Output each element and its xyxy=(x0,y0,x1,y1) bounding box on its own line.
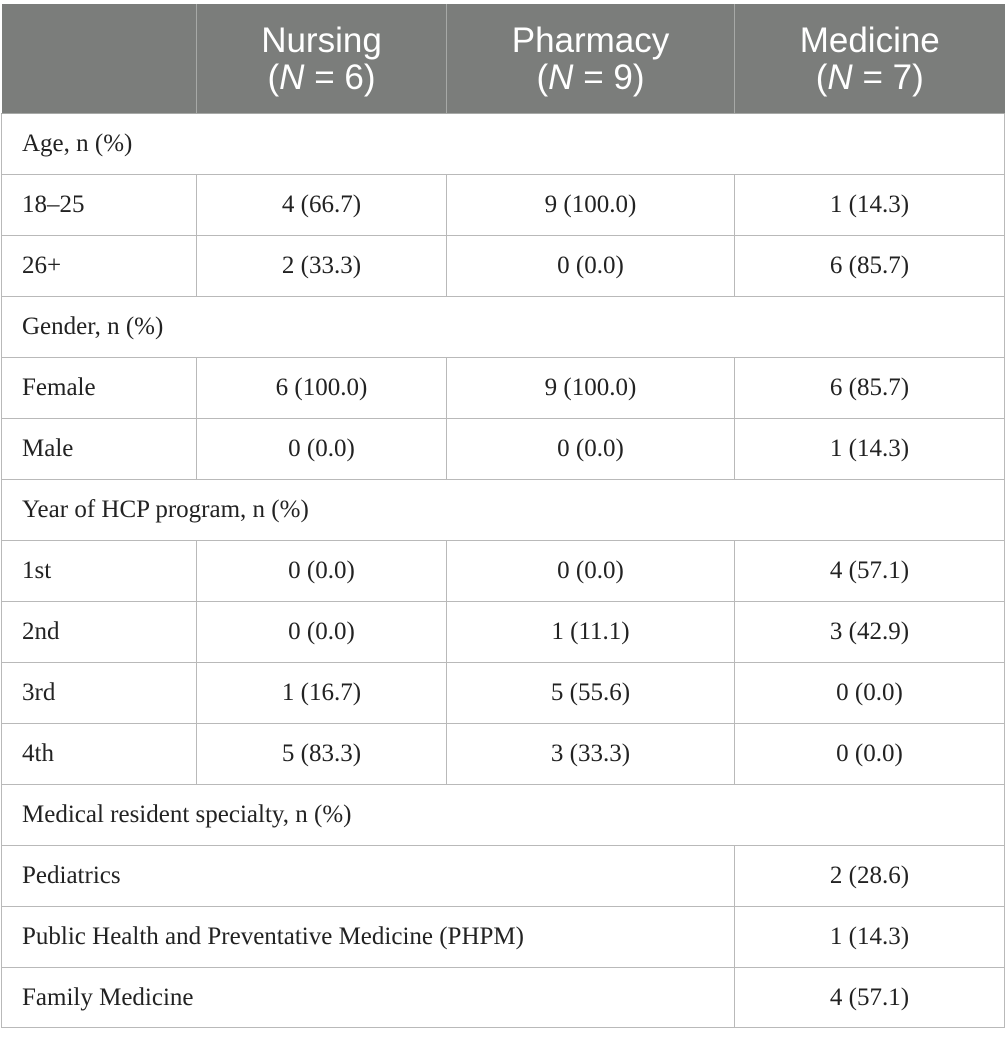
section-row-age xyxy=(2,114,1005,175)
pharmacy-cell: 3 (33.3) xyxy=(447,724,735,785)
row-label: 4th xyxy=(2,724,197,785)
medicine-cell: 3 (42.9) xyxy=(735,602,1005,663)
table-row xyxy=(2,419,1005,480)
row-label: 2nd xyxy=(2,602,197,663)
header-medicine: Medicine (N = 7) xyxy=(735,4,1005,114)
row-label: Public Health and Preventative Medicine (PHPM) xyxy=(2,907,735,968)
section-row-gender xyxy=(2,297,1005,358)
table-row xyxy=(2,724,1005,785)
row-label: 18–25 xyxy=(2,175,197,236)
table-row xyxy=(2,236,1005,297)
header-medicine-n-value: = 7 xyxy=(862,57,913,97)
header-pharmacy-n-value: = 9 xyxy=(583,57,633,97)
nursing-cell: 0 (0.0) xyxy=(197,541,447,602)
row-label: 1st xyxy=(2,541,197,602)
nursing-cell: 4 (66.7) xyxy=(197,175,447,236)
demographics-table xyxy=(1,4,1005,1028)
section-label-year: Year of HCP program, n (%) xyxy=(2,480,1005,541)
row-label: 26+ xyxy=(2,236,197,297)
table-row xyxy=(2,358,1005,419)
section-label-specialty: Medical resident specialty, n (%) xyxy=(2,785,1005,846)
table-row xyxy=(2,846,1005,907)
medicine-cell: 1 (14.3) xyxy=(735,907,1005,968)
nursing-cell: 6 (100.0) xyxy=(197,358,447,419)
table-row xyxy=(2,541,1005,602)
medicine-cell: 6 (85.7) xyxy=(735,236,1005,297)
header-nursing: Nursing (N = 6) xyxy=(197,4,447,114)
nursing-cell: 0 (0.0) xyxy=(197,419,447,480)
pharmacy-cell: 0 (0.0) xyxy=(447,236,735,297)
medicine-cell: 4 (57.1) xyxy=(735,541,1005,602)
medicine-cell: 4 (57.1) xyxy=(735,968,1005,1028)
medicine-cell: 0 (0.0) xyxy=(735,724,1005,785)
nursing-cell: 0 (0.0) xyxy=(197,602,447,663)
table-row xyxy=(2,602,1005,663)
section-row-specialty xyxy=(2,785,1005,846)
section-row-year xyxy=(2,480,1005,541)
row-label: 3rd xyxy=(2,663,197,724)
pharmacy-cell: 1 (11.1) xyxy=(447,602,735,663)
table-row xyxy=(2,968,1005,1028)
pharmacy-cell: 5 (55.6) xyxy=(447,663,735,724)
medicine-cell: 2 (28.6) xyxy=(735,846,1005,907)
medicine-cell: 1 (14.3) xyxy=(735,419,1005,480)
header-nursing-n-label: N xyxy=(279,57,305,97)
section-label-age: Age, n (%) xyxy=(2,114,1005,175)
header-medicine-name: Medicine xyxy=(799,20,940,60)
nursing-cell: 2 (33.3) xyxy=(197,236,447,297)
nursing-cell: 1 (16.7) xyxy=(197,663,447,724)
medicine-cell: 1 (14.3) xyxy=(735,175,1005,236)
section-label-gender: Gender, n (%) xyxy=(2,297,1005,358)
header-row xyxy=(2,4,1005,114)
header-pharmacy: Pharmacy (N = 9) xyxy=(447,4,735,114)
row-label: Female xyxy=(2,358,197,419)
table-row xyxy=(2,907,1005,968)
medicine-cell: 0 (0.0) xyxy=(735,663,1005,724)
row-label: Family Medicine xyxy=(2,968,735,1028)
pharmacy-cell: 0 (0.0) xyxy=(447,541,735,602)
medicine-cell: 6 (85.7) xyxy=(735,358,1005,419)
pharmacy-cell: 0 (0.0) xyxy=(447,419,735,480)
nursing-cell: 5 (83.3) xyxy=(197,724,447,785)
row-label: Pediatrics xyxy=(2,846,735,907)
header-pharmacy-name: Pharmacy xyxy=(511,20,670,60)
header-nursing-name: Nursing xyxy=(261,20,382,60)
header-corner xyxy=(2,4,197,114)
header-pharmacy-n-label: N xyxy=(548,57,574,97)
table-row xyxy=(2,175,1005,236)
header-medicine-n-label: N xyxy=(827,57,853,97)
pharmacy-cell: 9 (100.0) xyxy=(447,175,735,236)
table-row xyxy=(2,663,1005,724)
row-label: Male xyxy=(2,419,197,480)
pharmacy-cell: 9 (100.0) xyxy=(447,358,735,419)
header-nursing-n-value: = 6 xyxy=(314,57,364,97)
